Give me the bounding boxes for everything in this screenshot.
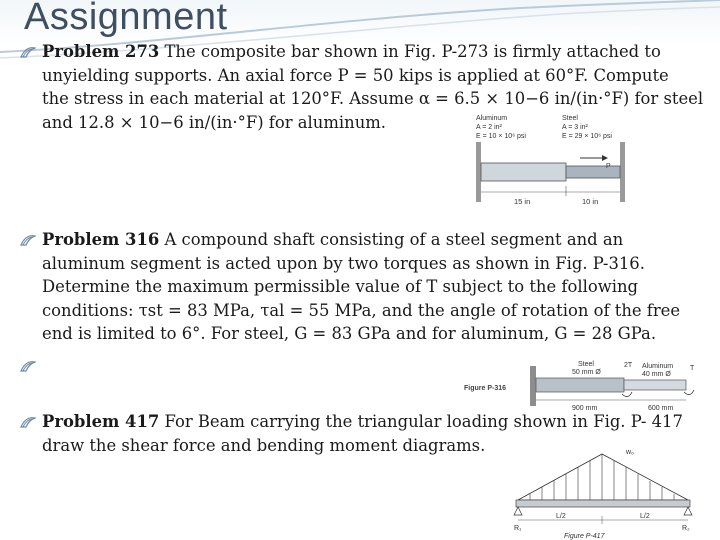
figure-p316 <box>464 356 702 412</box>
problem-316-line-2: aluminum segment is acted upon by two torques as shown in Fig. P-316. <box>42 253 645 273</box>
left-support <box>514 507 522 515</box>
load-label: P <box>606 163 611 170</box>
right-support <box>684 507 692 515</box>
reaction-r2: R₂ <box>682 525 690 532</box>
load-intensity-label: w₀ <box>626 449 634 456</box>
steel-segment <box>566 166 620 178</box>
bullet-icon <box>20 359 36 373</box>
svg-text:L/2: L/2 <box>556 513 566 520</box>
dim-10in: 10 in <box>582 197 599 206</box>
beam <box>516 500 690 507</box>
torque-t: T <box>690 365 695 372</box>
svg-text:L/2: L/2 <box>640 513 650 520</box>
problem-316 <box>20 228 680 346</box>
problem-316-line-4: conditions: τst = 83 MPa, τal = 55 MPa, and the angle of rotation of the free <box>42 300 681 320</box>
problem-417-line-2: draw the shear force and bending moment diagrams. <box>42 435 486 455</box>
problem-316-line-5: end is limited to 6°. For steel, G = 83 GPa and for aluminum, G = 28 GPa. <box>42 324 657 343</box>
svg-text:Aluminum: Aluminum <box>642 363 674 370</box>
problem-273-number: Problem 273 <box>42 42 160 61</box>
bullet-icon <box>20 233 36 247</box>
dim-15in: 15 in <box>514 197 531 206</box>
figure-p316-caption: Figure P-316 <box>464 385 507 392</box>
torque-2t: 2T <box>624 362 633 369</box>
torque-arrow-icon <box>684 390 694 395</box>
wall <box>530 366 536 406</box>
aluminum-segment <box>481 163 566 181</box>
svg-text:A = 3 in²: A = 3 in² <box>562 124 588 131</box>
slide-title: Assignment <box>24 0 228 38</box>
bullet-icon <box>20 415 36 429</box>
problem-316-line-3: Determine the maximum permissible value of T subject to the following <box>42 277 639 296</box>
svg-text:E = 10 × 10⁶ psi: E = 10 × 10⁶ psi <box>476 133 526 140</box>
dim-600mm: 600 mm <box>648 405 674 412</box>
svg-text:40 mm Ø: 40 mm Ø <box>642 371 671 378</box>
left-support <box>476 142 481 202</box>
torque-arrow-icon <box>622 392 632 397</box>
triangular-load <box>518 454 688 500</box>
figure-p417 <box>510 442 696 540</box>
problem-273-line-1: Problem 273 The composite bar shown in Fig. P-273 is firmly attached to <box>42 42 661 61</box>
load-arrow <box>602 155 608 161</box>
svg-text:A = 2 in²: A = 2 in² <box>476 124 502 131</box>
load-arrows <box>530 454 674 500</box>
figure-p273 <box>470 112 636 208</box>
svg-text:E = 29 × 10⁶ psi: E = 29 × 10⁶ psi <box>562 133 612 140</box>
steel-shaft <box>536 378 624 392</box>
svg-text:Steel: Steel <box>562 115 578 122</box>
dim-900mm: 900 mm <box>572 405 598 412</box>
figure-p417-caption: Figure P-417 <box>564 533 605 540</box>
problem-273-line-2: unyielding supports. An axial force P = 50 kips is applied at 60°F. Compute <box>42 65 669 85</box>
problem-316-number: Problem 316 <box>42 230 160 249</box>
svg-text:Steel: Steel <box>578 361 594 368</box>
right-support <box>620 142 625 202</box>
bullet-icon <box>20 45 36 59</box>
svg-text:Aluminum: Aluminum <box>476 115 508 122</box>
problem-273-line-3: the stress in each material at 120°F. Assume α = 6.5 × 10−6 in/(in·°F) for steel <box>42 89 704 108</box>
problem-316-line-1: Problem 316 A compound shaft consisting of a steel segment and an <box>42 230 624 249</box>
problem-417-line-1: Problem 417 For Beam carrying the triangular loading shown in Fig. P- 417 <box>42 412 683 431</box>
reaction-r1: R₁ <box>514 525 522 532</box>
aluminum-shaft <box>624 380 686 390</box>
problem-417-number: Problem 417 <box>42 412 160 431</box>
svg-text:50 mm Ø: 50 mm Ø <box>572 369 601 376</box>
problem-273-line-4: and 12.8 × 10−6 in/(in·°F) for aluminum. <box>42 112 387 132</box>
